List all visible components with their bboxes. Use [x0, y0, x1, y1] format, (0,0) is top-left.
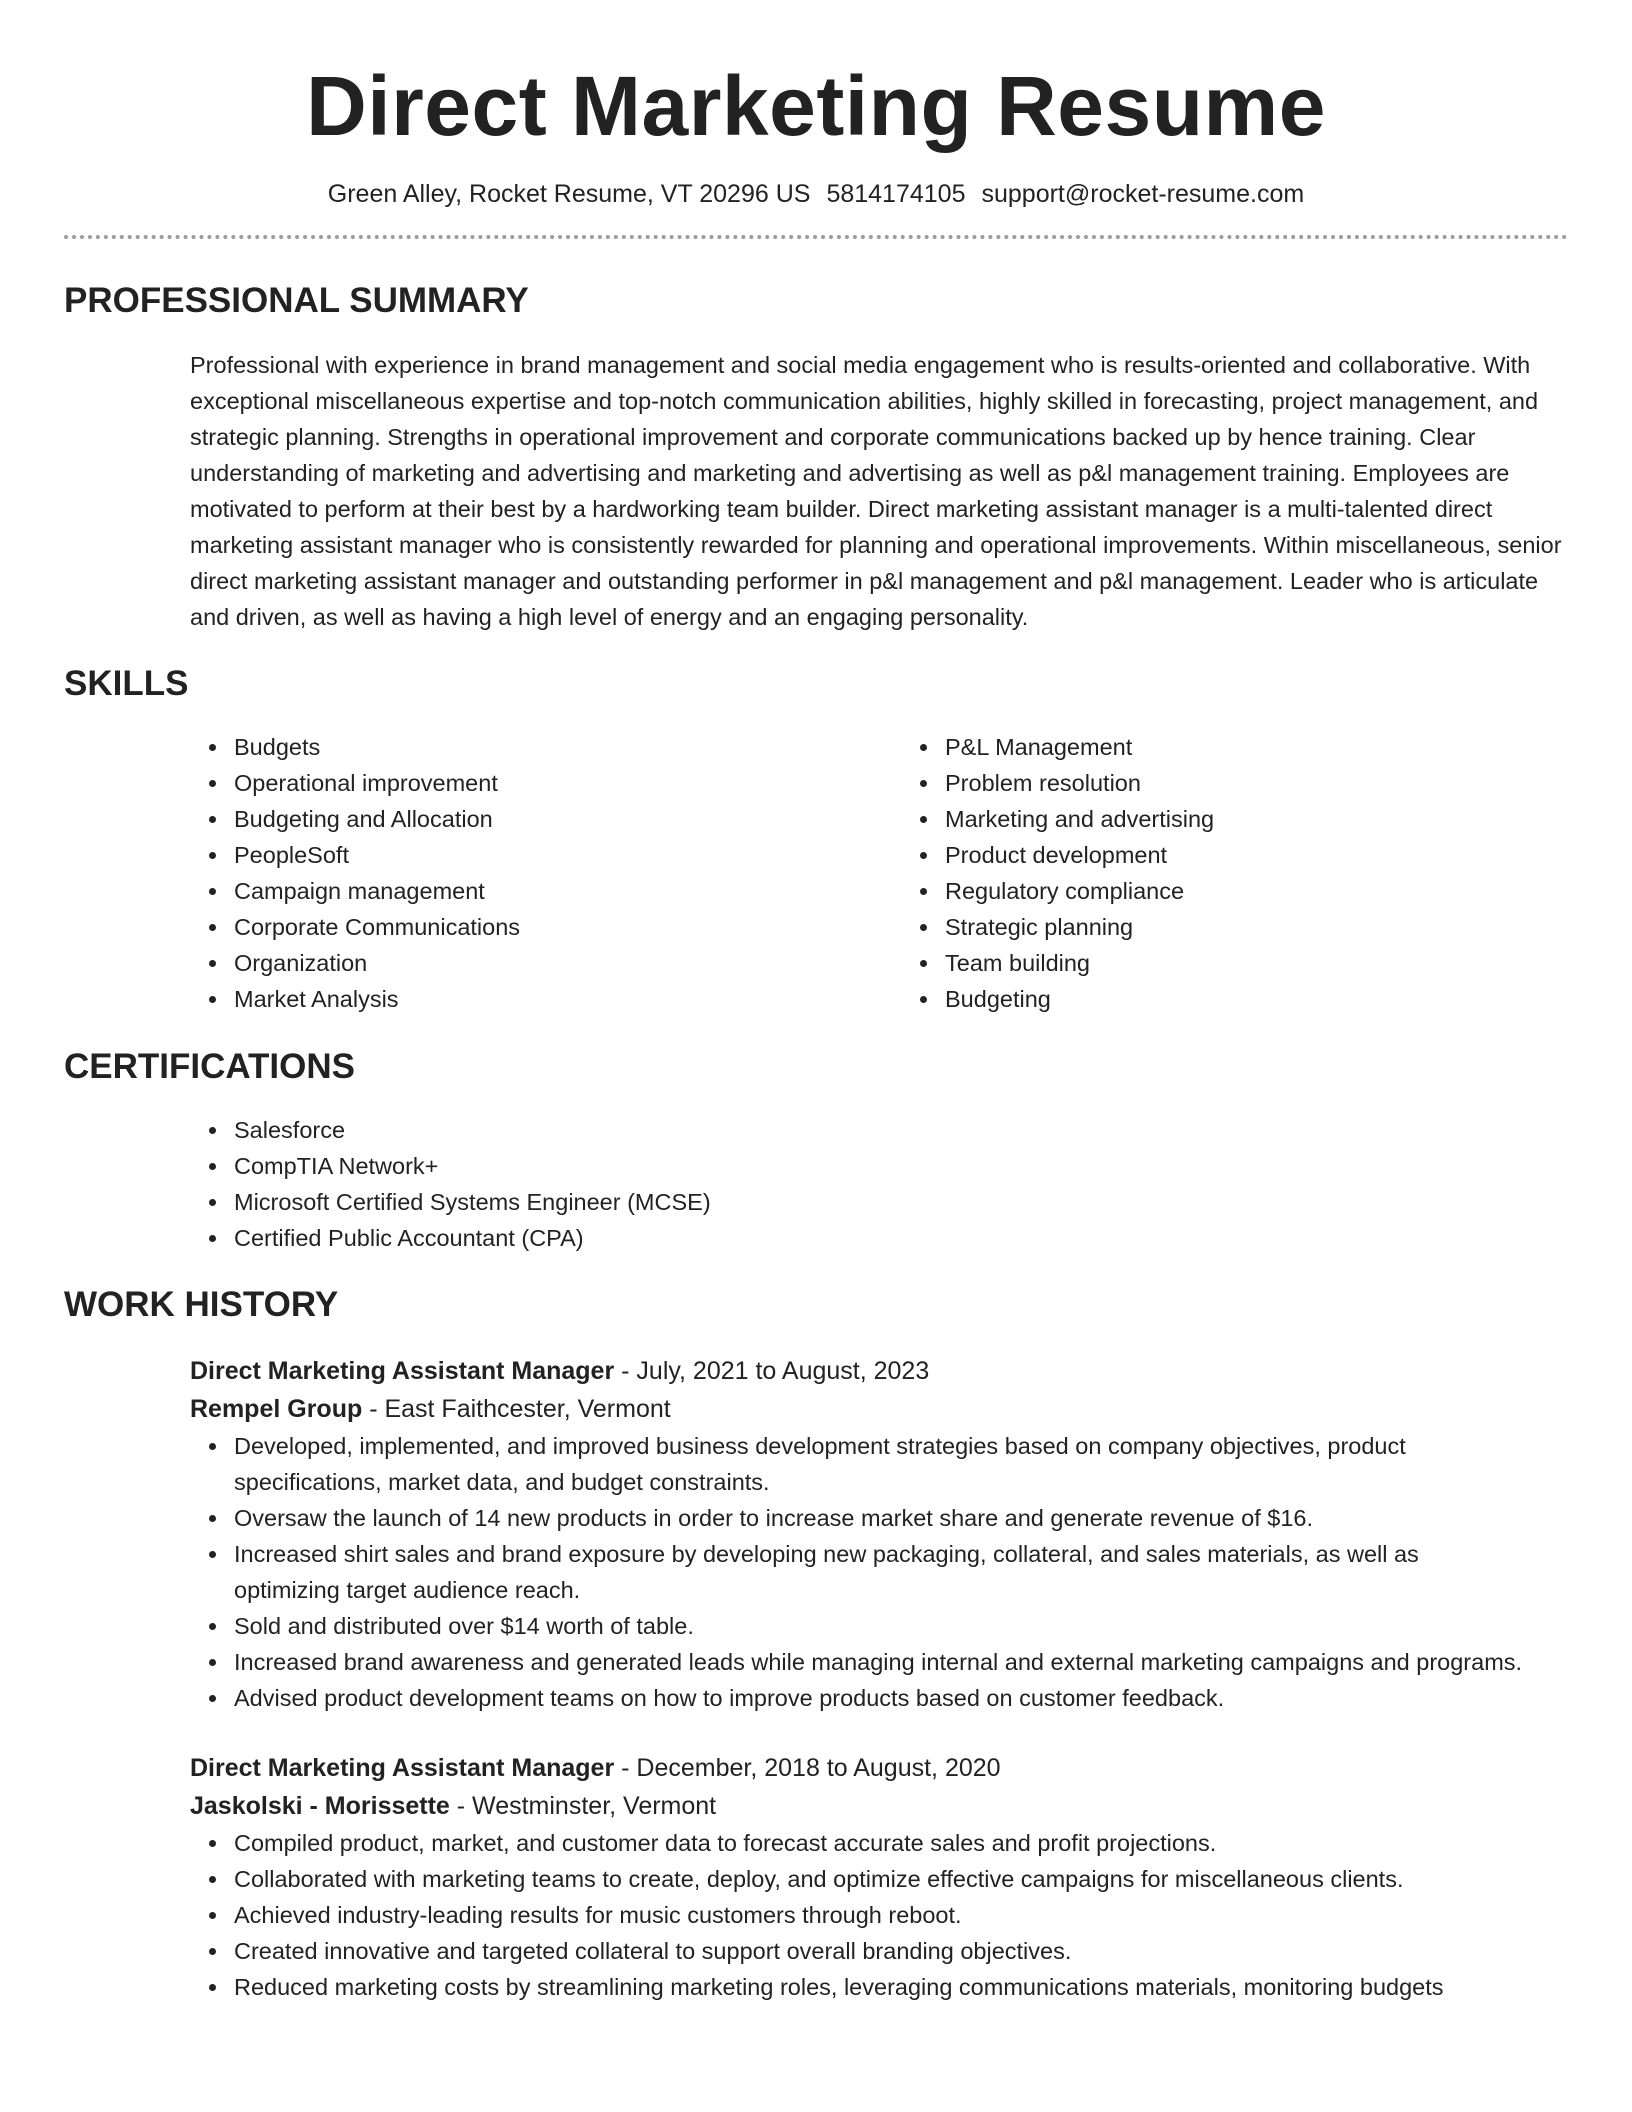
job-bullet: Created innovative and targeted collateral to support overall branding objectives. — [234, 1933, 1568, 1969]
skill-item: Market Analysis — [234, 981, 857, 1017]
certification-item: Microsoft Certified Systems Engineer (MCSE) — [234, 1184, 1568, 1220]
skill-item: Budgeting — [945, 981, 1568, 1017]
job-bullet: Reduced marketing costs by streamlining marketing roles, leveraging communications materials, monitoring budgets — [234, 1969, 1568, 2005]
summary-text: Professional with experience in brand management and social media engagement who is results-oriented and collaborative. With exceptional miscellaneous expertise and top-notch communication abilities, highly skilled in forecasting, project management, and strategic planning. Strengths in operational improvement and corporate communications backed up by hence training. Clear understanding of marketing and advertising and marketing and advertising as well as p&l management training. Employees are motivated to perform at their best by a hardworking team builder. Direct marketing assistant manager is a multi-talented direct marketing assistant manager who is consistently rewarded for planning and operational improvements. Within miscellaneous, senior direct marketing assistant manager and outstanding performer in p&l management and p&l management. Leader who is articulate and driven, as well as having a high level of energy and an engaging personality. — [190, 352, 1562, 630]
header-divider — [64, 235, 1568, 239]
job-bullets — [190, 1428, 1568, 1716]
skill-item: Corporate Communications — [234, 909, 857, 945]
skills-column-left — [190, 729, 857, 1017]
skill-item: Budgets — [234, 729, 857, 765]
summary-section — [64, 279, 1568, 635]
certification-item: CompTIA Network+ — [234, 1148, 1568, 1184]
work-history-heading: WORK HISTORY — [64, 1285, 339, 1324]
job-bullet: Oversaw the launch of 14 new products in order to increase market share and generate revenue of $16. — [234, 1500, 1568, 1536]
certification-item: Certified Public Accountant (CPA) — [234, 1220, 1568, 1256]
contact-phone: 5814174105 — [826, 180, 966, 208]
job-location: - East Faithcester, Vermont — [362, 1395, 671, 1423]
skills-columns — [190, 729, 1568, 1017]
certifications-heading: CERTIFICATIONS — [64, 1047, 356, 1086]
job-company: Jaskolski - Morissette — [190, 1792, 450, 1820]
job-bullet: Achieved industry-leading results for music customers through reboot. — [234, 1897, 1568, 1933]
resume-page — [64, 0, 1568, 2005]
skill-item: Strategic planning — [945, 909, 1568, 945]
job-bullet: Increased shirt sales and brand exposure by developing new packaging, collateral, and sales materials, as well as optimizing target audience reach. — [234, 1536, 1568, 1608]
job-title-line — [190, 1749, 1568, 1787]
job-company-line — [190, 1787, 1568, 1825]
job-title-line — [190, 1352, 1568, 1390]
job-title: Direct Marketing Assistant Manager — [190, 1754, 615, 1782]
certifications-section — [64, 1045, 1568, 1256]
job-company-line — [190, 1390, 1568, 1428]
skill-item: Operational improvement — [234, 765, 857, 801]
skill-item: Team building — [945, 945, 1568, 981]
job-bullets — [190, 1825, 1568, 2005]
skills-heading: SKILLS — [64, 664, 189, 703]
job-bullet: Developed, implemented, and improved business development strategies based on company objectives, product specifications, market data, and budget constraints. — [234, 1428, 1568, 1500]
job-entry — [190, 1749, 1568, 2005]
job-dates: - December, 2018 to August, 2020 — [614, 1754, 1001, 1782]
job-title: Direct Marketing Assistant Manager — [190, 1357, 615, 1385]
job-dates: - July, 2021 to August, 2023 — [614, 1357, 930, 1385]
skill-item: Problem resolution — [945, 765, 1568, 801]
certifications-list — [190, 1112, 1568, 1256]
work-history-section — [64, 1283, 1568, 2005]
skills-list-right — [901, 729, 1568, 1017]
skills-column-right — [857, 729, 1568, 1017]
job-bullet: Sold and distributed over $14 worth of table. — [234, 1608, 1568, 1644]
skill-item: PeopleSoft — [234, 837, 857, 873]
certification-item: Salesforce — [234, 1112, 1568, 1148]
skills-section — [64, 662, 1568, 1017]
skill-item: P&L Management — [945, 729, 1568, 765]
resume-title: Direct Marketing Resume — [306, 59, 1326, 153]
contact-email: support@rocket-resume.com — [981, 180, 1305, 208]
skill-item: Product development — [945, 837, 1568, 873]
job-location: - Westminster, Vermont — [449, 1792, 717, 1820]
skill-item: Campaign management — [234, 873, 857, 909]
job-company: Rempel Group — [190, 1395, 363, 1423]
skills-list-left — [190, 729, 857, 1017]
skill-item: Marketing and advertising — [945, 801, 1568, 837]
job-bullet: Compiled product, market, and customer data to forecast accurate sales and profit projections. — [234, 1825, 1568, 1861]
job-bullet: Advised product development teams on how to improve products based on customer feedback. — [234, 1680, 1568, 1716]
skill-item: Regulatory compliance — [945, 873, 1568, 909]
certifications-list-wrap — [190, 1112, 1568, 1256]
summary-heading: PROFESSIONAL SUMMARY — [64, 281, 529, 320]
contact-address: Green Alley, Rocket Resume, VT 20296 US — [327, 180, 811, 208]
skill-item: Organization — [234, 945, 857, 981]
job-entry — [190, 1352, 1568, 1716]
skill-item: Budgeting and Allocation — [234, 801, 857, 837]
job-bullet: Collaborated with marketing teams to create, deploy, and optimize effective campaigns for miscellaneous clients. — [234, 1861, 1568, 1897]
contact-line — [64, 178, 1568, 210]
job-bullet: Increased brand awareness and generated leads while managing internal and external marketing campaigns and programs. — [234, 1644, 1568, 1680]
